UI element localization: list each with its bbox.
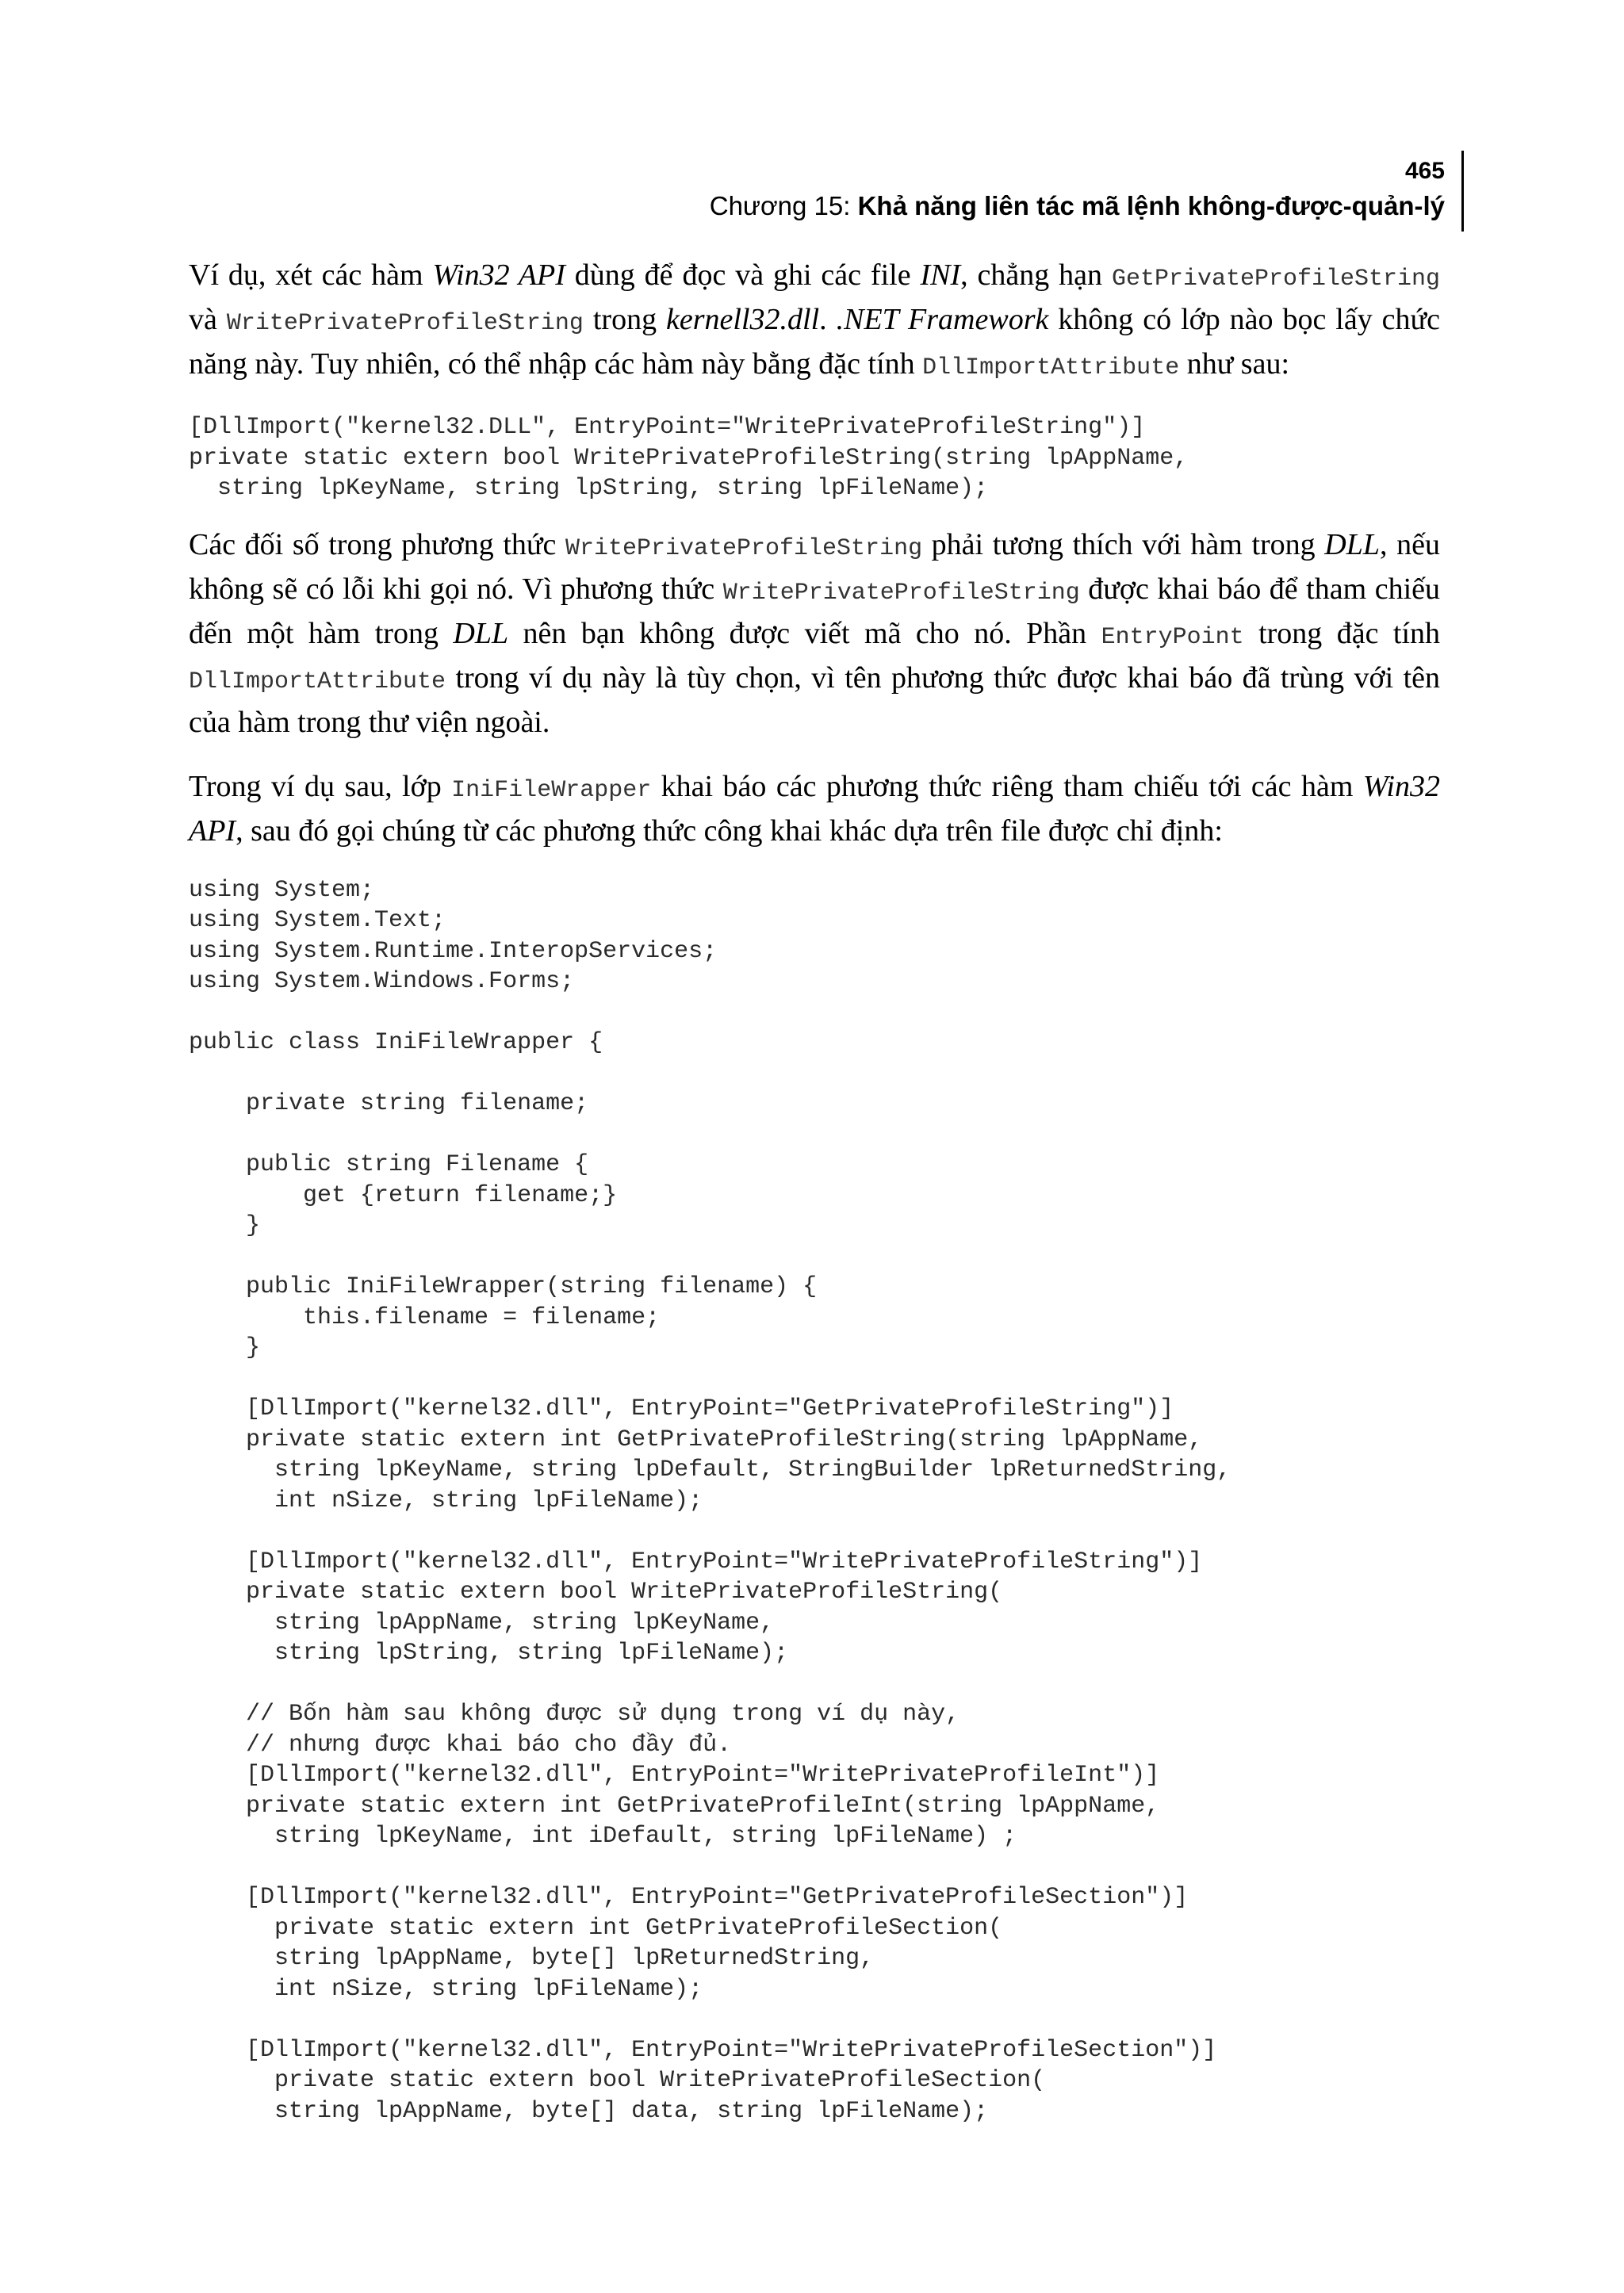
text: . bbox=[819, 303, 837, 336]
italic-term: DLL bbox=[453, 616, 509, 650]
italic-term: Win32 API bbox=[432, 258, 565, 292]
italic-term: Win32 API bbox=[189, 769, 1440, 848]
text: Các đối số trong phương thức bbox=[189, 527, 565, 561]
text: như sau: bbox=[1179, 347, 1290, 381]
text: khai báo các phương thức riêng tham chiếu tới các hàm bbox=[651, 769, 1363, 803]
paragraph-example bbox=[189, 767, 1440, 852]
text: , chẳng hạn bbox=[960, 258, 1112, 292]
inline-code: DllImportAttribute bbox=[189, 668, 446, 695]
text: không có lớp nào bọc lấy chức năng này. Tuy nhiên, có thể nhập các hàm này bằng đặc tính bbox=[189, 303, 1440, 381]
inline-code: WritePrivateProfileString bbox=[565, 534, 923, 562]
chapter-prefix: Chương 15: bbox=[709, 191, 858, 220]
inline-code: EntryPoint bbox=[1101, 623, 1244, 651]
italic-term: .NET Framework bbox=[836, 303, 1049, 336]
page-content bbox=[189, 255, 1440, 2147]
italic-term: INI bbox=[920, 258, 961, 292]
chapter-title bbox=[668, 187, 1445, 225]
page-header bbox=[668, 155, 1445, 225]
paragraph-arguments bbox=[189, 525, 1440, 743]
inline-code: WritePrivateProfileString bbox=[722, 579, 1080, 607]
text: được khai báo để tham chiếu đến một hàm trong bbox=[189, 572, 1440, 650]
italic-term: DLL bbox=[1324, 527, 1380, 561]
text: , nếu không sẽ có lỗi khi gọi nó. Vì phương thức bbox=[189, 527, 1440, 606]
code-block-inifilewrapper: using System; using System.Text; using System.Runtime.InteropServices; using System.Windows.Forms; public class IniFileWrapper { private string filename; public string Filename { get {return filename;} } public IniFileWrapper(string filename) { this.filename = filename; } [DllImport("kernel32.dll", EntryPoint="GetPrivateProfileString")] private static extern int GetPrivateProfileString(string lpAppName, string lpKeyName, string lpDefault, StringBuilder lpReturnedString, int nSize, string lpFileName); [DllImport("kernel32.dll", EntryPoint="WritePrivateProfileString")] private static extern bool WritePrivateProfileString( string lpAppName, string lpKeyName, string lpString, string lpFileName); // Bốn hàm sau không được sử dụng trong ví dụ này, // nhưng được khai báo cho đầy đủ. [DllImport("kernel32.dll", EntryPoint="WritePrivateProfileInt")] private static extern int GetPrivateProfileInt(string lpAppName, string lpKeyName, int iDefault, string lpFileName) ; [DllImport("kernel32.dll", EntryPoint="GetPrivateProfileSection")] private static extern int GetPrivateProfileSection( string lpAppName, byte[] lpReturnedString, int nSize, string lpFileName); [DllImport("kernel32.dll", EntryPoint="WritePrivateProfileSection")] private static extern bool WritePrivateProfileSection( string lpAppName, byte[] data, string lpFileName); bbox=[189, 876, 1231, 2125]
paragraph-intro bbox=[189, 255, 1440, 389]
text: , sau đó gọi chúng từ các phương thức công khai khác dựa trên file được chỉ định: bbox=[236, 813, 1223, 848]
inline-code: DllImportAttribute bbox=[922, 354, 1180, 381]
text: trong bbox=[583, 303, 667, 336]
inline-code: IniFileWrapper bbox=[451, 776, 652, 804]
inline-code: WritePrivateProfileString bbox=[226, 310, 584, 337]
text: dùng để đọc và ghi các file bbox=[565, 258, 921, 292]
code-block-dllimport: [DllImport("kernel32.DLL", EntryPoint="WritePrivateProfileString")] private static extern bool WritePrivateProfileString(string lpAppName, string lpKeyName, string lpString, string lpFileName); bbox=[189, 414, 1189, 502]
chapter-name: Khả năng liên tác mã lệnh không-được-quản-lý bbox=[857, 191, 1445, 220]
text: phải tương thích với hàm trong bbox=[922, 527, 1325, 561]
text: và bbox=[189, 303, 227, 336]
text: trong ví dụ này là tùy chọn, vì tên phương thức được khai báo đã trùng với tên của hàm trong thư viện ngoài. bbox=[189, 660, 1440, 739]
italic-term: kernell32.dll bbox=[666, 303, 820, 336]
header-rule bbox=[1461, 151, 1464, 232]
text: Trong ví dụ sau, lớp bbox=[189, 769, 452, 803]
inline-code: GetPrivateProfileString bbox=[1111, 266, 1441, 293]
page-number: 465 bbox=[1404, 158, 1445, 184]
text: trong đặc tính bbox=[1243, 616, 1441, 650]
text: nên bạn không được viết mã cho nó. Phần bbox=[508, 616, 1101, 650]
text: Ví dụ, xét các hàm bbox=[189, 258, 433, 292]
